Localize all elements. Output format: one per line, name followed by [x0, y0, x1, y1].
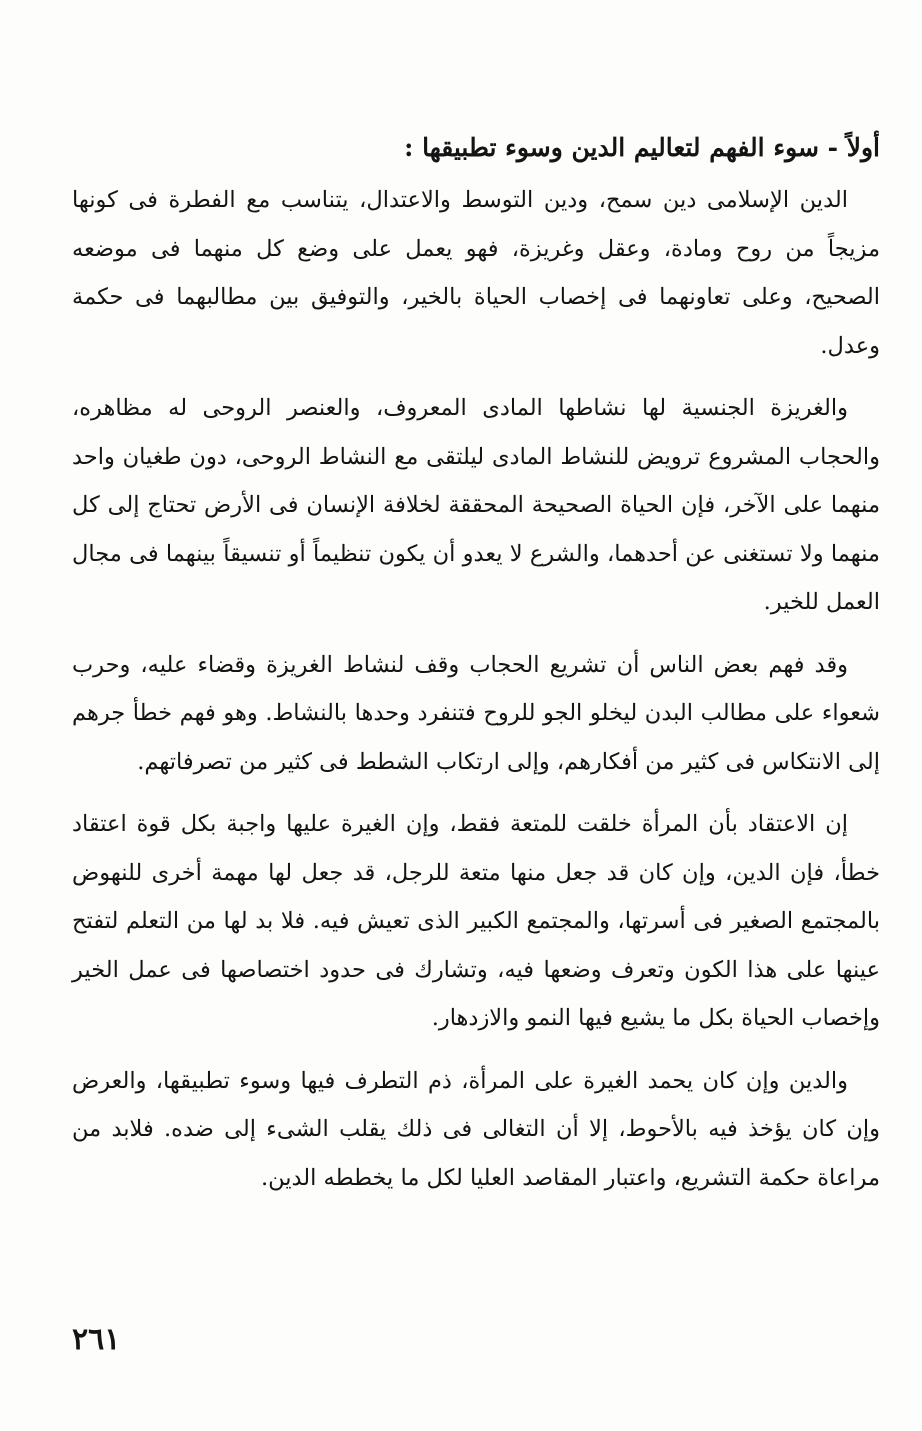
page-number: ٢٦١: [72, 1322, 121, 1357]
paragraph-4: إن الاعتقاد بأن المرأة خلقت للمتعة فقط، وإن الغيرة عليها واجبة بكل قوة اعتقاد خطأ، فإن الدين، وإن كان قد جعل منها متعة للرجل، قد جعل لها مهمة أخرى للنهوض بالمجتمع الصغير فى أسرتها، والمجتمع الكبير الذى تعيش فيه. فلا بد لها من التعلم لتفتح عينها على هذا الكون وتعرف وضعها فيه، وتشارك فى حدود اختصاصها فى عمل الخير وإخصاب الحياة بكل ما يشيع فيها النمو والازدهار.: [72, 811, 880, 1031]
paragraph-5: والدين وإن كان يحمد الغيرة على المرأة، ذم التطرف فيها وسوء تطبيقها، والعرض وإن كان يؤخذ فيه بالأحوط، إلا أن التغالى فى ذلك يقلب الشىء إلى ضده. فلابد من مراعاة حكمة التشريع، واعتبار المقاصد العليا لكل ما يخططه الدين.: [72, 1067, 880, 1191]
section-heading: أولاً - سوء الفهم لتعاليم الدين وسوء تطبيقها :: [404, 133, 880, 162]
paragraph-2: والغريزة الجنسية لها نشاطها المادى المعروف، والعنصر الروحى له مظاهره، والحجاب المشروع ترويض للنشاط المادى ليلتقى مع النشاط الروحى، دون طغيان واحد منهما على الآخر، فإن الحياة الصحيحة المحققة لخلافة الإنسان فى الأرض تحتاج إلى كل منهما ولا تستغنى عن أحدهما، والشرع لا يعدو أن يكون تنظيماً أو تنسيقاً بينهما فى مجال العمل للخير.: [72, 395, 880, 615]
paragraph-1: الدين الإسلامى دين سمح، ودين التوسط والاعتدال، يتناسب مع الفطرة فى كونها مزيجاً من روح ومادة، وعقل وغريزة، فهو يعمل على وضع كل منهما فى موضعه الصحيح، وعلى تعاونهما فى إخصاب الحياة بالخير، والتوفيق بين مطالبهما فى حكمة وعدل.: [72, 187, 880, 359]
paragraph-3: وقد فهم بعض الناس أن تشريع الحجاب وقف لنشاط الغريزة وقضاء عليه، وحرب شعواء على مطالب البدن ليخلو الجو للروح فتنفرد وحدها بالنشاط. وهو فهم خطأ جرهم إلى الانتكاس فى كثير من أفكارهم، وإلى ارتكاب الشطط فى كثير من تصرفاتهم.: [72, 651, 880, 775]
page-text: [72, 124, 880, 1216]
